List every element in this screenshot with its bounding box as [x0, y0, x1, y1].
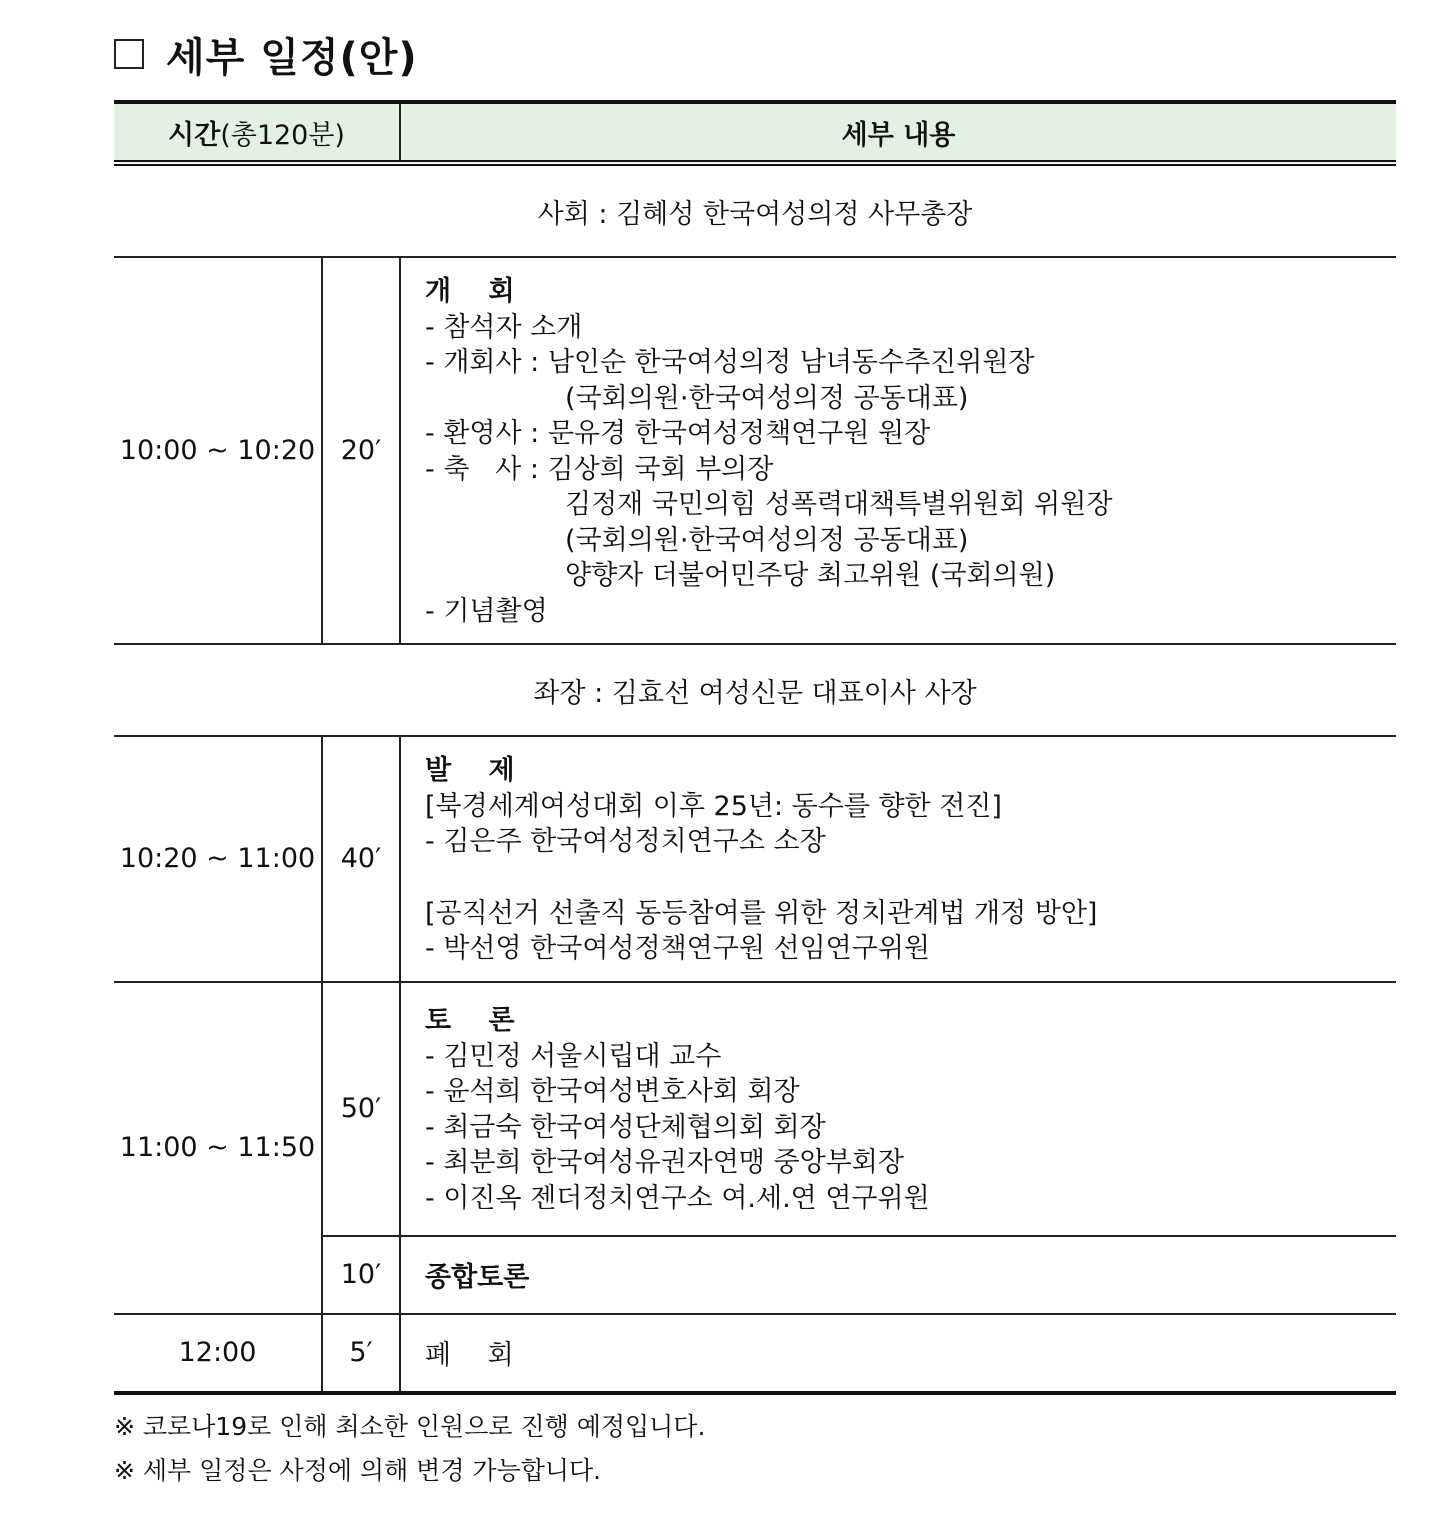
header-time-label: 시간 — [168, 119, 221, 151]
row-time: 12:00 — [114, 1314, 322, 1393]
list-item: - 환영사 : 문유경 한국여성정책연구원 원장 — [425, 418, 931, 449]
row-duration: 10′ — [322, 1236, 400, 1314]
list-item: - 최금숙 한국여성단체협의회 회장 — [425, 1111, 826, 1143]
row-heading: 종합토론 — [425, 1262, 530, 1293]
list-item: - 축 사 : 김상희 국회 부의장 — [425, 453, 774, 485]
list-item: - 박선영 한국여성정책연구원 선임연구위원 — [425, 933, 930, 964]
list-item: [공직선거 선출직 동등참여를 위한 정치관계법 개정 방안] — [425, 897, 1098, 929]
list-item: 양향자 더불어민주당 최고위원 (국회의원) — [565, 560, 1056, 591]
row-time: 10:00 ~ 10:20 — [114, 257, 322, 644]
list-item: 김정재 국민의힘 성폭력대책특별위원회 위원장 — [565, 489, 1113, 520]
list-item: - 최분희 한국여성유권자연맹 중앙부회장 — [425, 1147, 904, 1178]
note-line: ※ 세부 일정은 사정에 의해 변경 가능합니다. — [114, 1456, 602, 1485]
table-row — [114, 257, 1396, 644]
list-item: (국회의원·한국여성의정 공동대표) — [565, 524, 969, 556]
chair-row — [114, 644, 1396, 736]
moderator-row — [114, 163, 1396, 257]
header-content: 세부 내용 — [400, 102, 1396, 163]
list-item: - 김은주 한국여성정치연구소 소장 — [425, 826, 826, 857]
row-content — [400, 736, 1396, 982]
list-item: - 이진옥 젠더정치연구소 여.세.연 연구위원 — [425, 1182, 930, 1214]
section-title — [114, 24, 418, 84]
list-item: - 윤석희 한국여성변호사회 회장 — [425, 1076, 800, 1107]
note-line: ※ 코로나19로 인해 최소한 인원으로 진행 예정입니다. — [114, 1412, 706, 1441]
list-item: - 참석자 소개 — [425, 311, 583, 343]
table-row — [114, 982, 1396, 1236]
row-duration: 50′ — [322, 982, 400, 1236]
row-duration: 40′ — [322, 736, 400, 982]
row-duration: 20′ — [322, 257, 400, 644]
row-heading: 발 제 — [425, 755, 529, 786]
row-heading: 폐 회 — [425, 1340, 528, 1371]
row-time: 10:20 ~ 11:00 — [114, 736, 322, 982]
table-header-row — [114, 102, 1396, 163]
row-time: 11:00 ~ 11:50 — [114, 982, 322, 1314]
header-time-total: (총120분) — [220, 119, 345, 151]
row-content — [400, 982, 1396, 1236]
table-row — [114, 736, 1396, 982]
chair-text: 좌장 : 김효선 여성신문 대표이사 사장 — [114, 644, 1396, 736]
row-heading: 개 회 — [425, 276, 529, 307]
row-heading: 토 론 — [425, 1005, 529, 1036]
list-item: - 개회사 : 남인순 한국여성의정 남녀동수추진위원장 — [425, 347, 1035, 378]
checkbox-square-icon — [114, 39, 144, 69]
schedule-table — [114, 100, 1396, 1395]
header-time — [114, 102, 400, 163]
list-item: [북경세계여성대회 이후 25년: 동수를 향한 전진] — [425, 790, 1002, 822]
list-item: (국회의원·한국여성의정 공동대표) — [565, 382, 969, 414]
notes — [114, 1405, 705, 1493]
row-content — [400, 257, 1396, 644]
list-item: - 기념촬영 — [425, 595, 548, 627]
list-item: - 김민정 서울시립대 교수 — [425, 1040, 722, 1072]
row-duration: 5′ — [322, 1314, 400, 1393]
section-title-text: 세부 일정(안) — [166, 34, 418, 81]
row-content — [400, 1236, 1396, 1314]
table-row — [114, 1314, 1396, 1393]
moderator-text: 사회 : 김혜성 한국여성의정 사무총장 — [114, 163, 1396, 257]
row-content — [400, 1314, 1396, 1393]
